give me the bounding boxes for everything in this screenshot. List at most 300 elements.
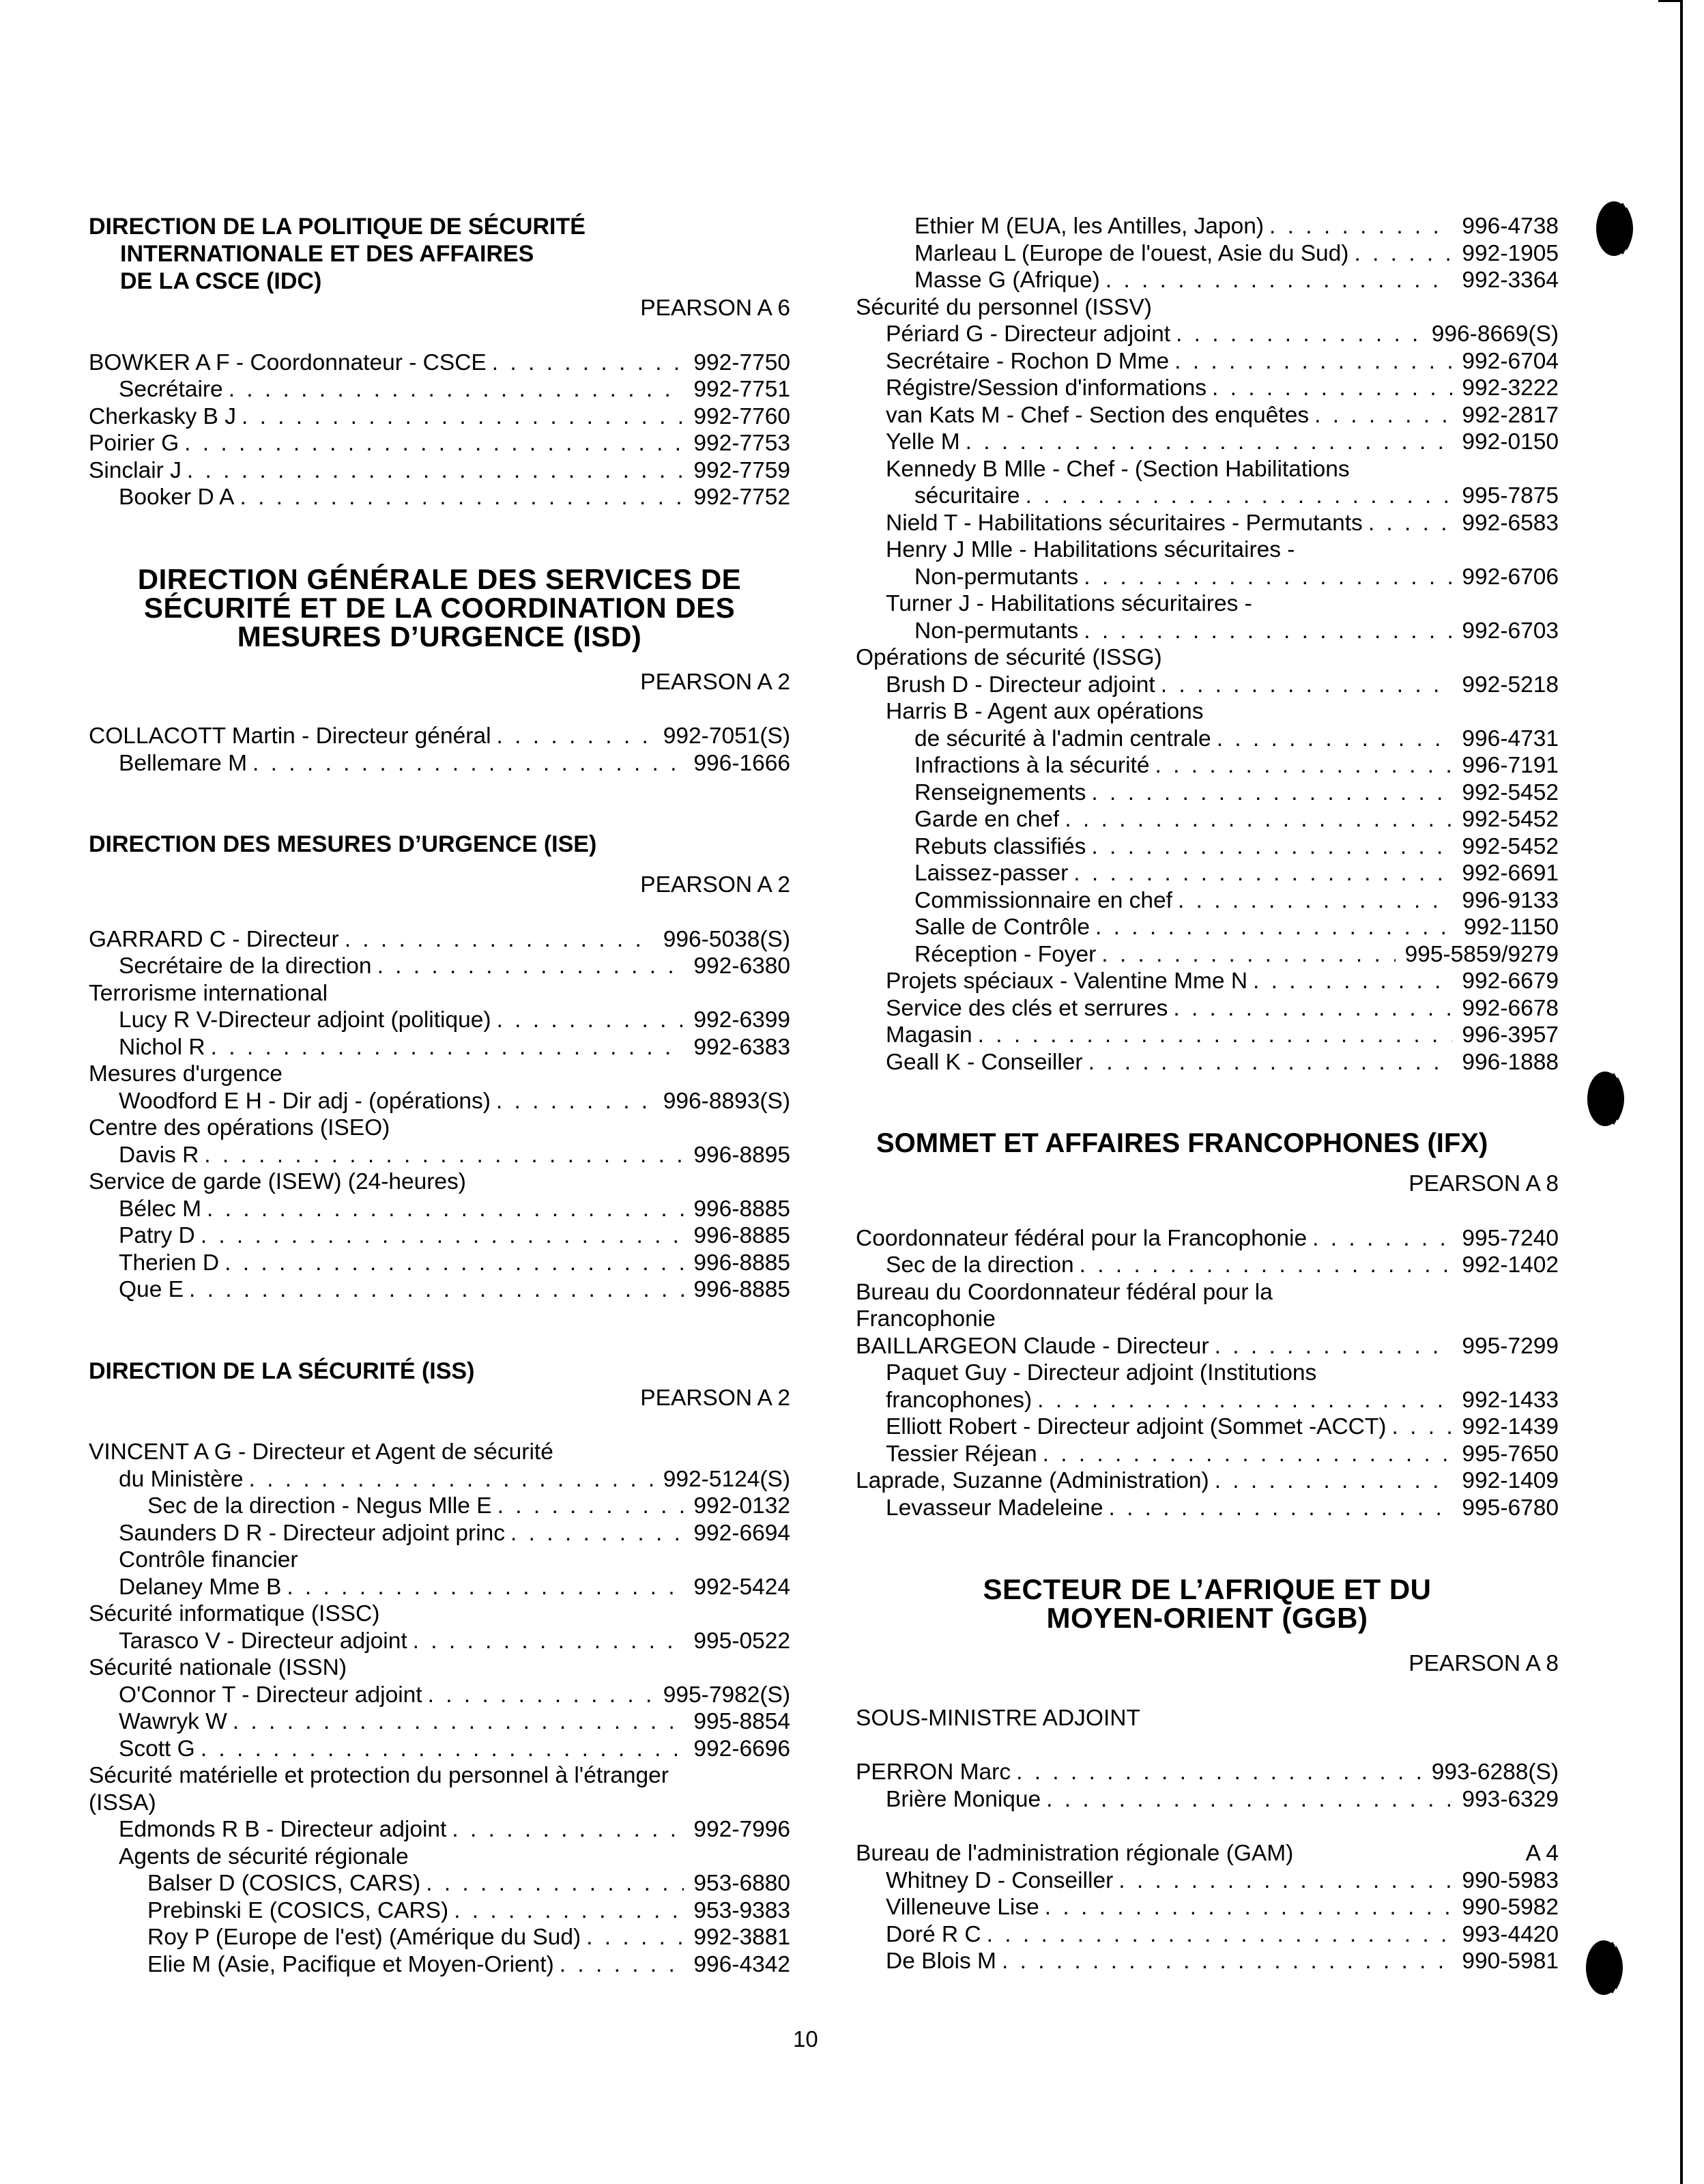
directory-entry <box>89 1088 790 1115</box>
dot-leader <box>372 953 684 980</box>
directory-entry <box>856 240 1559 268</box>
dot-leader <box>1074 1252 1453 1279</box>
entry-name: Edmonds R B - Directeur adjoint <box>119 1817 447 1842</box>
entry-phone: 992-6706 <box>1462 564 1559 590</box>
directory-entry <box>89 750 790 777</box>
directory-entry <box>856 618 1559 645</box>
dot-leader <box>491 1088 654 1115</box>
directory-entry <box>89 430 790 457</box>
entry-name: Booker D A <box>119 485 235 510</box>
dot-leader <box>407 1628 684 1655</box>
directory-entry <box>89 1520 790 1547</box>
section-title-ifx: SOMMET ET AFFAIRES FRANCOPHONES (IFX) <box>876 1128 1488 1158</box>
directory-entry <box>856 1387 1559 1414</box>
entry-phone: 996-1888 <box>1462 1049 1559 1075</box>
entry-phone: 992-3881 <box>693 1925 790 1950</box>
directory-subheading: Bureau du Coordonnateur fédéral pour la <box>856 1279 1273 1305</box>
directory-entry <box>856 1894 1559 1921</box>
gam-entries <box>856 1867 1559 1975</box>
directory-entry <box>89 457 790 485</box>
entry-name: Scott G <box>119 1736 195 1762</box>
entry-phone: 996-8885 <box>693 1223 790 1248</box>
directory-subheading: Sécurité nationale (ISSN) <box>89 1655 347 1680</box>
dot-leader <box>1078 564 1452 591</box>
entry-name: Non-permutants <box>914 564 1079 590</box>
entry-name: Villeneuve Lise <box>886 1895 1039 1920</box>
entry-name: van Kats M - Chef - Section des enquêtes <box>886 402 1310 428</box>
dot-leader <box>1100 267 1453 294</box>
directory-entry <box>856 483 1559 510</box>
entry-name: du Ministère <box>119 1466 244 1492</box>
entry-name: Balser D (COSICS, CARS) <box>147 1871 421 1896</box>
dot-leader <box>1020 483 1453 510</box>
directory-entry <box>856 1049 1559 1076</box>
directory-entry <box>856 1759 1559 1786</box>
directory-entry <box>89 1222 790 1250</box>
dot-leader <box>179 430 684 457</box>
dot-leader <box>1039 1894 1453 1921</box>
dot-leader <box>1209 1333 1453 1360</box>
entry-name: Laissez-passer <box>914 861 1069 886</box>
entry-name: BAILLARGEON Claude - Directeur <box>856 1333 1209 1359</box>
page-edge-tick <box>1658 0 1681 2</box>
directory-entry <box>89 1924 790 1951</box>
directory-entry <box>89 1493 790 1520</box>
entry-phone: 996-8885 <box>693 1277 790 1302</box>
entry-name: Wawryk W <box>119 1709 227 1734</box>
directory-subheading: Service de garde (ISEW) (24-heures) <box>89 1169 466 1194</box>
entry-name: Doré R C <box>886 1921 981 1947</box>
directory-entry <box>89 1142 790 1169</box>
directory-entry <box>856 1867 1559 1895</box>
entry-phone: 992-6691 <box>1462 861 1559 886</box>
entry-phone: 995-8854 <box>693 1709 790 1734</box>
directory-entry <box>89 403 790 431</box>
entry-phone: 992-6380 <box>693 953 790 979</box>
entry-name: BOWKER A F - Coordonnateur - CSCE <box>89 349 487 375</box>
entry-phone: 995-7299 <box>1462 1333 1559 1359</box>
directory-entry <box>856 752 1559 779</box>
entry-phone: 995-0522 <box>693 1628 790 1654</box>
directory-subheading: Francophonie <box>856 1306 996 1332</box>
directory-entry <box>856 833 1559 861</box>
entry-name: Brush D - Directeur adjoint <box>886 672 1155 698</box>
dot-leader <box>223 376 684 403</box>
dot-leader <box>1086 779 1452 807</box>
directory-entry <box>856 348 1559 375</box>
entry-name: Secrétaire de la direction <box>119 953 372 979</box>
directory-subheading: Sécurité matérielle et protection du personnel à l'étranger <box>89 1763 669 1788</box>
directory-subheading: Mesures d'urgence <box>89 1061 283 1087</box>
dot-leader <box>1211 725 1453 753</box>
directory-subheading: Turner J - Habilitations sécuritaires - <box>886 591 1252 616</box>
dot-leader <box>1348 240 1452 268</box>
directory-entry <box>89 376 790 403</box>
dot-leader <box>1363 510 1453 537</box>
directory-subheading: Terrorisme international <box>89 980 328 1006</box>
dot-leader <box>184 1276 684 1304</box>
directory-entry <box>856 914 1559 941</box>
directory-entry <box>89 484 790 511</box>
section-title-iss: DIRECTION DE LA SÉCURITÉ (ISS) <box>89 1357 475 1384</box>
directory-entry <box>856 1921 1559 1949</box>
entry-phone: 992-7753 <box>693 431 790 456</box>
entry-phone: 992-6703 <box>1462 618 1559 644</box>
entry-phone: 996-8885 <box>693 1250 790 1276</box>
entry-phone: 953-6880 <box>693 1871 790 1896</box>
dot-leader <box>1078 618 1452 645</box>
directory-entry <box>856 995 1559 1022</box>
entry-name: Poirier G <box>89 431 179 456</box>
directory-subheading: (ISSA) <box>89 1790 156 1815</box>
directory-subheading: Paquet Guy - Directeur adjoint (Institutions <box>886 1360 1317 1385</box>
isd-entries <box>89 723 790 777</box>
entry-name: Elie M (Asie, Pacifique et Moyen-Orient) <box>147 1951 554 1977</box>
entry-phone: 992-5452 <box>1462 833 1559 859</box>
entry-phone: 996-8885 <box>693 1196 790 1222</box>
entry-phone: 995-7240 <box>1462 1225 1559 1251</box>
entry-name: Brière Monique <box>886 1786 1041 1812</box>
directory-entry <box>89 1276 790 1304</box>
entry-name: Sec de la direction <box>886 1252 1074 1278</box>
dot-leader <box>234 484 684 511</box>
entry-phone: 992-1905 <box>1462 240 1559 266</box>
entry-phone: 996-4738 <box>1462 214 1559 239</box>
entry-phone: 992-0132 <box>693 1493 790 1519</box>
directory-entry <box>856 1333 1559 1360</box>
directory-entry <box>856 564 1559 591</box>
dot-leader <box>1083 1049 1453 1076</box>
dot-leader <box>448 1897 684 1925</box>
iss-continued-entries <box>856 213 1559 1076</box>
dot-leader <box>487 349 684 377</box>
entry-phone: 953-9383 <box>693 1897 790 1923</box>
directory-entry <box>856 1495 1559 1522</box>
entry-name: Bureau de l'administration régionale (GAM) <box>856 1841 1294 1866</box>
building-label: PEARSON A 2 <box>640 872 790 897</box>
entry-phone: 990-5983 <box>1462 1867 1559 1893</box>
entry-phone: 992-6399 <box>693 1007 790 1033</box>
directory-subheading: Agents de sécurité régionale <box>119 1843 409 1869</box>
entry-phone: 992-7751 <box>693 377 790 402</box>
directory-entry <box>856 941 1559 968</box>
directory-entry <box>856 402 1559 429</box>
title-line: MOYEN-ORIENT (GGB) <box>1046 1602 1368 1634</box>
directory-entry <box>856 725 1559 753</box>
directory-entry <box>856 806 1559 833</box>
entry-name: Garde en chef <box>914 807 1060 832</box>
dot-leader <box>1247 968 1452 995</box>
entry-phone: 992-1409 <box>1462 1468 1559 1493</box>
dot-leader <box>227 1708 684 1736</box>
entry-phone: 992-7996 <box>693 1817 790 1842</box>
entry-phone: 992-3222 <box>1462 375 1559 401</box>
entry-phone: 992-6583 <box>1462 510 1559 536</box>
entry-phone: 996-1666 <box>693 750 790 776</box>
dot-leader <box>1309 402 1452 429</box>
dot-leader <box>1149 752 1452 779</box>
dot-leader <box>1059 806 1452 833</box>
directory-subheading: Sécurité informatique (ISSC) <box>89 1601 380 1626</box>
entry-name: Périard G - Directeur adjoint <box>886 321 1171 347</box>
directory-subheading: Henry J Mlle - Habilitations sécuritaires - <box>886 537 1295 562</box>
entry-name: Woodford E H - Dir adj - (opérations) <box>119 1088 491 1114</box>
dot-leader <box>339 926 654 953</box>
entry-phone: 992-1433 <box>1462 1387 1559 1413</box>
dot-leader <box>205 1034 684 1061</box>
directory-entry <box>856 672 1559 699</box>
entry-name: Geall K - Conseiller <box>886 1049 1083 1075</box>
entry-phone: 992-5124(S) <box>663 1466 790 1492</box>
directory-entry <box>89 1628 790 1655</box>
dot-leader <box>243 1466 653 1493</box>
entry-name: Non-permutants <box>914 618 1079 644</box>
directory-entry <box>89 1196 790 1223</box>
title-line: DIRECTION DE LA POLITIQUE DE SÉCURITÉ <box>89 214 586 240</box>
entry-name: Commissionnaire en chef <box>914 887 1172 913</box>
ggb-entries <box>856 1759 1559 1813</box>
entry-name: Whitney D - Conseiller <box>886 1867 1114 1893</box>
dot-leader <box>1264 213 1452 240</box>
entry-name: Marleau L (Europe de l'ouest, Asie du Sud) <box>914 240 1349 266</box>
entry-phone: 992-6679 <box>1462 968 1559 994</box>
entry-name: COLLACOTT Martin - Directeur général <box>89 723 491 749</box>
building-label: PEARSON A 8 <box>1409 1651 1559 1676</box>
entry-name: Cherkasky B J <box>89 403 236 429</box>
ise-entries <box>89 926 790 1304</box>
entry-name: Projets spéciaux - Valentine Mme N <box>886 968 1248 994</box>
title-line: INTERNATIONALE ET DES AFFAIRES <box>120 241 534 267</box>
directory-entry <box>856 887 1559 915</box>
entry-phone: 996-8893(S) <box>663 1088 790 1114</box>
entry-name: Laprade, Suzanne (Administration) <box>856 1468 1209 1493</box>
dot-leader <box>972 1022 1453 1049</box>
dot-leader <box>1037 1441 1453 1468</box>
entry-phone: 992-5452 <box>1462 807 1559 832</box>
entry-name: Levasseur Madeleine <box>886 1495 1103 1521</box>
dot-leader <box>420 1870 684 1897</box>
dot-leader <box>1169 348 1452 375</box>
dot-leader <box>1170 321 1422 348</box>
directory-entry <box>89 1007 790 1034</box>
entry-name: Infractions à la sécurité <box>914 753 1150 778</box>
title-line: DE LA CSCE (IDC) <box>120 268 322 294</box>
entry-name: Ethier M (EUA, les Antilles, Japon) <box>914 214 1265 239</box>
dot-leader <box>981 1921 1453 1949</box>
directory-entry <box>856 779 1559 807</box>
entry-name: Service des clés et serrures <box>886 995 1168 1021</box>
entry-name: Bellemare M <box>119 750 248 776</box>
entry-name: Rebuts classifiés <box>914 833 1086 859</box>
dot-leader <box>219 1250 684 1277</box>
directory-entry <box>89 1736 790 1763</box>
dot-leader <box>182 457 684 485</box>
dot-leader <box>281 1574 684 1601</box>
entry-name: Nichol R <box>119 1034 205 1060</box>
dot-leader <box>1103 1495 1452 1522</box>
entry-name: Yelle M <box>886 429 960 455</box>
directory-entry <box>856 1948 1559 1975</box>
entry-phone: 992-1150 <box>1463 915 1559 940</box>
entry-name: Delaney Mme B <box>119 1574 282 1600</box>
entry-phone: 992-5452 <box>1462 779 1559 805</box>
directory-entry <box>856 510 1559 537</box>
directory-entry <box>856 375 1559 402</box>
entry-phone: 992-3364 <box>1462 268 1559 293</box>
entry-name: Roy P (Europe de l'est) (Amérique du Sud) <box>147 1925 581 1950</box>
directory-entry <box>856 1022 1559 1049</box>
left-column <box>89 213 790 1978</box>
iss-entries <box>89 1439 790 1978</box>
directory-entry <box>856 968 1559 995</box>
entry-name: Tessier Réjean <box>886 1441 1037 1467</box>
dot-leader <box>1068 860 1452 887</box>
directory-entry <box>856 267 1559 294</box>
directory-entry <box>89 1897 790 1925</box>
entry-phone: 996-8669(S) <box>1431 321 1559 347</box>
dot-leader <box>1386 1413 1452 1441</box>
directory-entry <box>89 926 790 953</box>
entry-name: O'Connor T - Directeur adjoint <box>119 1682 422 1708</box>
subsection-title: SOUS-MINISTRE ADJOINT <box>856 1705 1140 1731</box>
dot-leader <box>1307 1225 1452 1252</box>
section-title-idc <box>89 213 790 295</box>
dot-leader <box>1041 1786 1452 1813</box>
entry-name: Secrétaire <box>119 377 223 402</box>
dot-leader <box>581 1924 684 1951</box>
entry-phone: 996-3957 <box>1462 1022 1559 1048</box>
dot-leader <box>1086 833 1452 861</box>
directory-entry <box>89 1708 790 1736</box>
dot-leader <box>1096 941 1395 968</box>
entry-phone: 992-6694 <box>693 1520 790 1546</box>
dot-leader <box>247 750 684 777</box>
entry-name: Régistre/Session d'informations <box>886 375 1207 401</box>
directory-entry <box>89 1466 790 1493</box>
directory-entry <box>856 1413 1559 1441</box>
entry-name: Secrétaire - Rochon D Mme <box>886 348 1170 374</box>
directory-subheading: Sécurité du personnel (ISSV) <box>856 294 1152 320</box>
entry-phone: 992-7752 <box>693 485 790 510</box>
section-title-ise: DIRECTION DES MESURES D’URGENCE (ISE) <box>89 831 597 857</box>
gam-heading <box>856 1840 1559 1867</box>
dot-leader <box>1209 1467 1453 1495</box>
page-number: 10 <box>793 2026 818 2052</box>
dot-leader <box>195 1222 684 1250</box>
entry-phone: 992-7750 <box>693 349 790 375</box>
dot-leader <box>1113 1867 1452 1895</box>
entry-name: Therien D <box>119 1250 220 1276</box>
page-edge-line <box>1680 0 1683 2184</box>
dot-leader <box>1155 672 1453 699</box>
directory-entry <box>856 1441 1559 1468</box>
dot-leader <box>1207 375 1452 402</box>
directory-subheading: Centre des opérations (ISEO) <box>89 1115 390 1140</box>
building-label: A 4 <box>1525 1841 1559 1866</box>
dot-leader <box>199 1142 684 1169</box>
dot-leader <box>554 1951 684 1979</box>
entry-name: Bélec M <box>119 1196 202 1222</box>
dot-leader <box>446 1816 684 1843</box>
entry-name: Lucy R V-Directeur adjoint (politique) <box>119 1007 491 1033</box>
entry-phone: 992-5218 <box>1462 672 1559 698</box>
directory-entry <box>89 1574 790 1601</box>
entry-phone: 992-6704 <box>1462 348 1559 374</box>
directory-subheading: Contrôle financier <box>119 1547 298 1572</box>
entry-phone: 992-6678 <box>1462 995 1559 1021</box>
section-title-isd <box>89 562 790 652</box>
entry-name: Nield T - Habilitations sécuritaires - Permutants <box>886 510 1363 536</box>
entry-phone: 996-4342 <box>693 1951 790 1977</box>
entry-name: Renseignements <box>914 779 1086 805</box>
entry-phone: 992-7759 <box>693 457 790 483</box>
entry-phone: 996-4731 <box>1462 725 1559 751</box>
dot-leader <box>1032 1387 1452 1414</box>
entry-name: PERRON Marc <box>856 1759 1011 1785</box>
title-line: SÉCURITÉ ET DE LA COORDINATION DES <box>143 591 736 624</box>
directory-entry <box>856 1252 1559 1279</box>
entry-phone: 992-1402 <box>1462 1252 1559 1278</box>
directory-entry <box>89 1816 790 1843</box>
entry-phone: 992-0150 <box>1462 429 1559 455</box>
entry-phone: 995-5859/9279 <box>1404 941 1559 967</box>
entry-name: Magasin <box>886 1022 972 1048</box>
entry-name: francophones) <box>886 1387 1032 1413</box>
right-column <box>856 213 1559 1975</box>
directory-subheading: VINCENT A G - Directeur et Agent de sécurité <box>89 1439 553 1465</box>
entry-phone: 990-5981 <box>1462 1949 1559 1974</box>
directory-entry <box>89 723 790 750</box>
directory-subheading: Harris B - Agent aux opérations <box>886 699 1204 724</box>
directory-entry <box>89 1682 790 1709</box>
directory-entry <box>856 429 1559 456</box>
dot-leader <box>422 1682 654 1709</box>
entry-name: Masse G (Afrique) <box>914 268 1100 293</box>
entry-name: Que E <box>119 1277 184 1302</box>
dot-leader <box>236 403 684 431</box>
ifx-entries <box>856 1225 1559 1522</box>
directory-entry <box>89 953 790 980</box>
entry-name: Sec de la direction - Negus Mlle E <box>147 1493 492 1519</box>
entry-phone: 996-7191 <box>1462 753 1559 778</box>
directory-entry <box>856 321 1559 348</box>
entry-phone: 996-8895 <box>693 1142 790 1168</box>
dot-leader <box>1172 887 1452 915</box>
dot-leader <box>195 1736 684 1763</box>
idc-entries <box>89 349 790 511</box>
entry-phone: 993-6288(S) <box>1431 1759 1559 1785</box>
building-label: PEARSON A 2 <box>640 669 790 695</box>
entry-name: Saunders D R - Directeur adjoint princ <box>119 1520 506 1546</box>
building-label: PEARSON A 6 <box>640 296 790 321</box>
entry-phone: 990-5982 <box>1462 1895 1559 1920</box>
entry-phone: 992-5424 <box>693 1574 790 1600</box>
entry-phone: 995-6780 <box>1462 1495 1559 1521</box>
directory-entry <box>856 860 1559 887</box>
entry-name: GARRARD C - Directeur <box>89 926 339 952</box>
entry-name: Patry D <box>119 1223 195 1248</box>
entry-name: Elliott Robert - Directeur adjoint (Sommet -ACCT) <box>886 1414 1387 1439</box>
directory-entry <box>856 1786 1559 1813</box>
directory-entry <box>89 1870 790 1897</box>
dot-leader <box>1090 914 1454 941</box>
entry-phone: 992-6383 <box>693 1034 790 1060</box>
entry-phone: 993-4420 <box>1462 1921 1559 1947</box>
entry-name: Sinclair J <box>89 457 182 483</box>
dot-leader <box>996 1948 1452 1975</box>
entry-phone: 995-7650 <box>1462 1441 1559 1467</box>
directory-entry <box>89 1250 790 1277</box>
